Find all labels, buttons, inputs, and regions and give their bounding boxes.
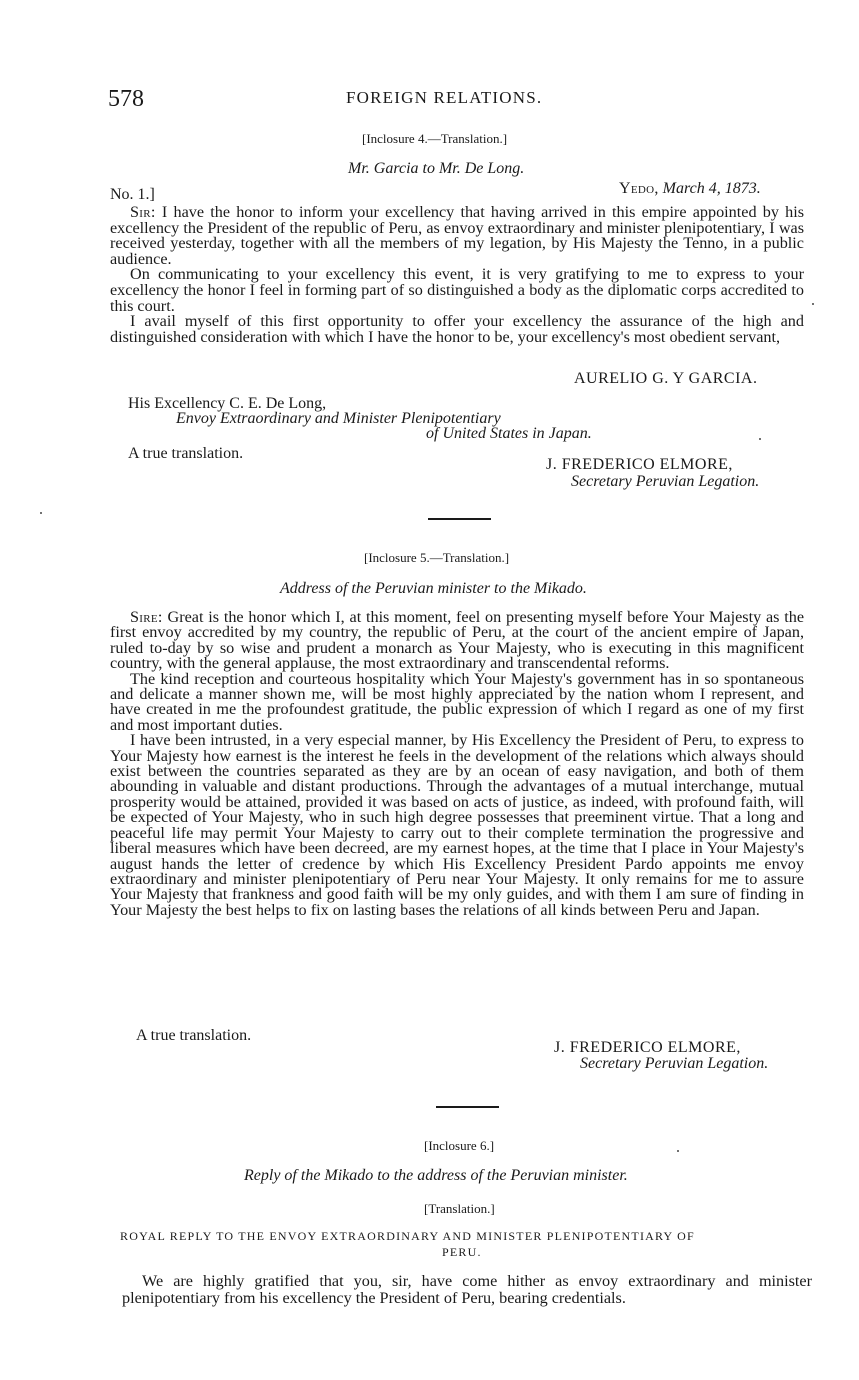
salutation: Sire: (130, 608, 163, 626)
salutation: Sir: (130, 203, 156, 221)
body-paragraph: The kind reception and courteous hospitality which Your Majesty's government has in so spontaneous and delicate a manner shown me, will be most highly appreciated by the nation whom I represent, and have created in me the profoundest gratitude, the public expression of which I regard as one of my first and most important duties. (110, 669, 804, 734)
inclosure-5-title: Address of the Peruvian minister to the Mikado. (280, 580, 587, 597)
inclosure-4-heading: [Inclosure 4.—Translation.] (362, 131, 508, 146)
scan-speck (759, 438, 761, 440)
translator-name: J. FREDERICO ELMORE, (546, 456, 733, 473)
scan-speck (812, 303, 814, 305)
true-translation-note: A true translation. (128, 445, 244, 462)
letter-date: March 4, 1873. (662, 180, 761, 197)
inclosure-5-heading: [Inclosure 5.—Translation.] (364, 550, 510, 565)
signature: AURELIO G. Y GARCIA. (574, 370, 758, 387)
running-title: FOREIGN RELATIONS. (346, 88, 543, 107)
letter-dateline (619, 180, 761, 198)
addressee-line-2: Envoy Extraordinary and Minister Plenipotentiary (176, 410, 501, 427)
inclosure-4-title: Mr. Garcia to Mr. De Long. (348, 160, 525, 177)
inclosure-5-body (110, 610, 804, 918)
body-paragraph: Sire: Great is the honor which I, at this moment, feel on presenting myself before Your Majesty as the first envoy accredited by my country, the republic of Peru, at the court of the ancient empire of Japan, ruled to-day by so wise and prudent a monarch as Your Majesty, who is executing in this magnificent country, with the general applause, the most extraordinary and transcendental reforms. (110, 608, 805, 673)
body-paragraph: I have been intrusted, in a very especial manner, by His Excellency the President of Peru, to express to Your Majesty how earnest is the interest he feels in the development of the relations which always should exist between the countries separated as they are by an ocean of easy navigation, and both of them abounding in valuable and distant productions. Through the advantages of a mutual interchange, mutual prosperity would be attained, provided it was based on acts of justice, as indeed, with profound faith, will be expected of Your Majesty, who in such high degree possesses that preeminent virtue. That a long and peaceful life may permit Your Majesty to carry out to their complete termination the progressive and liberal measures which have been decreed, are my earnest hopes, at the time that I place in Your Majesty's august hands the letter of credence by which His Excellency President Pardo appoints me envoy extraordinary and minister plenipotentiary of Peru near Your Majesty. It only remains for me to assure Your Majesty that frankness and good faith will be my only guides, and with them I am sure of finding in Your Majesty the best helps to fix on lasting bases the relations of all kinds between Peru and Japan. (110, 731, 804, 919)
reply-caption-line-2: PERU. (442, 1245, 482, 1259)
inclosure-4-body (110, 205, 804, 345)
body-paragraph: We are highly gratified that you, sir, have come hither as envoy extraordinary and minister plenipotentiary from his excellency the President of Peru, bearing credentials. (122, 1272, 812, 1307)
translation-subheading: [Translation.] (424, 1201, 495, 1216)
true-translation-note: A true translation. (136, 1027, 252, 1044)
translator-title: Secretary Peruvian Legation. (580, 1055, 769, 1072)
inclosure-6-title: Reply of the Mikado to the address of the Peruvian minister. (244, 1167, 628, 1184)
scan-speck (677, 1150, 679, 1152)
section-divider (428, 518, 491, 520)
page-number: 578 (108, 86, 144, 112)
addressee-line-1: His Excellency C. E. De Long, (128, 395, 327, 412)
inclosure-6-body (122, 1273, 812, 1307)
reply-caption-line-1: ROYAL REPLY TO THE ENVOY EXTRAORDINARY AND MINISTER PLENIPOTENTIARY OF (120, 1229, 695, 1243)
letter-number: No. 1.] (110, 186, 155, 203)
body-paragraph: Sir: I have the honor to inform your excellency that having arrived in this empire appointed by his excellency the President of the republic of Peru, as envoy extraordinary and minister plenipotentiary, I was received yesterday, together with all the members of my legation, by His Majesty the Tenno, in a public audience. (110, 203, 805, 268)
body-paragraph: On communicating to your excellency this event, it is very gratifying to me to express to your excellency the honor I feel in forming part of so distinguished a body as the diplomatic corps accredited to this court. (110, 265, 804, 315)
body-paragraph: I avail myself of this first opportunity to offer your excellency the assurance of the high and distinguished consideration with which I have the honor to be, your excellency's most obedient servant, (110, 312, 804, 346)
inclosure-6-heading: [Inclosure 6.] (424, 1138, 495, 1153)
addressee-line-3: of United States in Japan. (426, 425, 592, 442)
translator-name: J. FREDERICO ELMORE, (554, 1039, 741, 1056)
scan-speck (40, 512, 42, 514)
translator-title: Secretary Peruvian Legation. (571, 473, 760, 490)
section-divider (436, 1106, 499, 1108)
letter-place: Yedo, (619, 180, 659, 197)
